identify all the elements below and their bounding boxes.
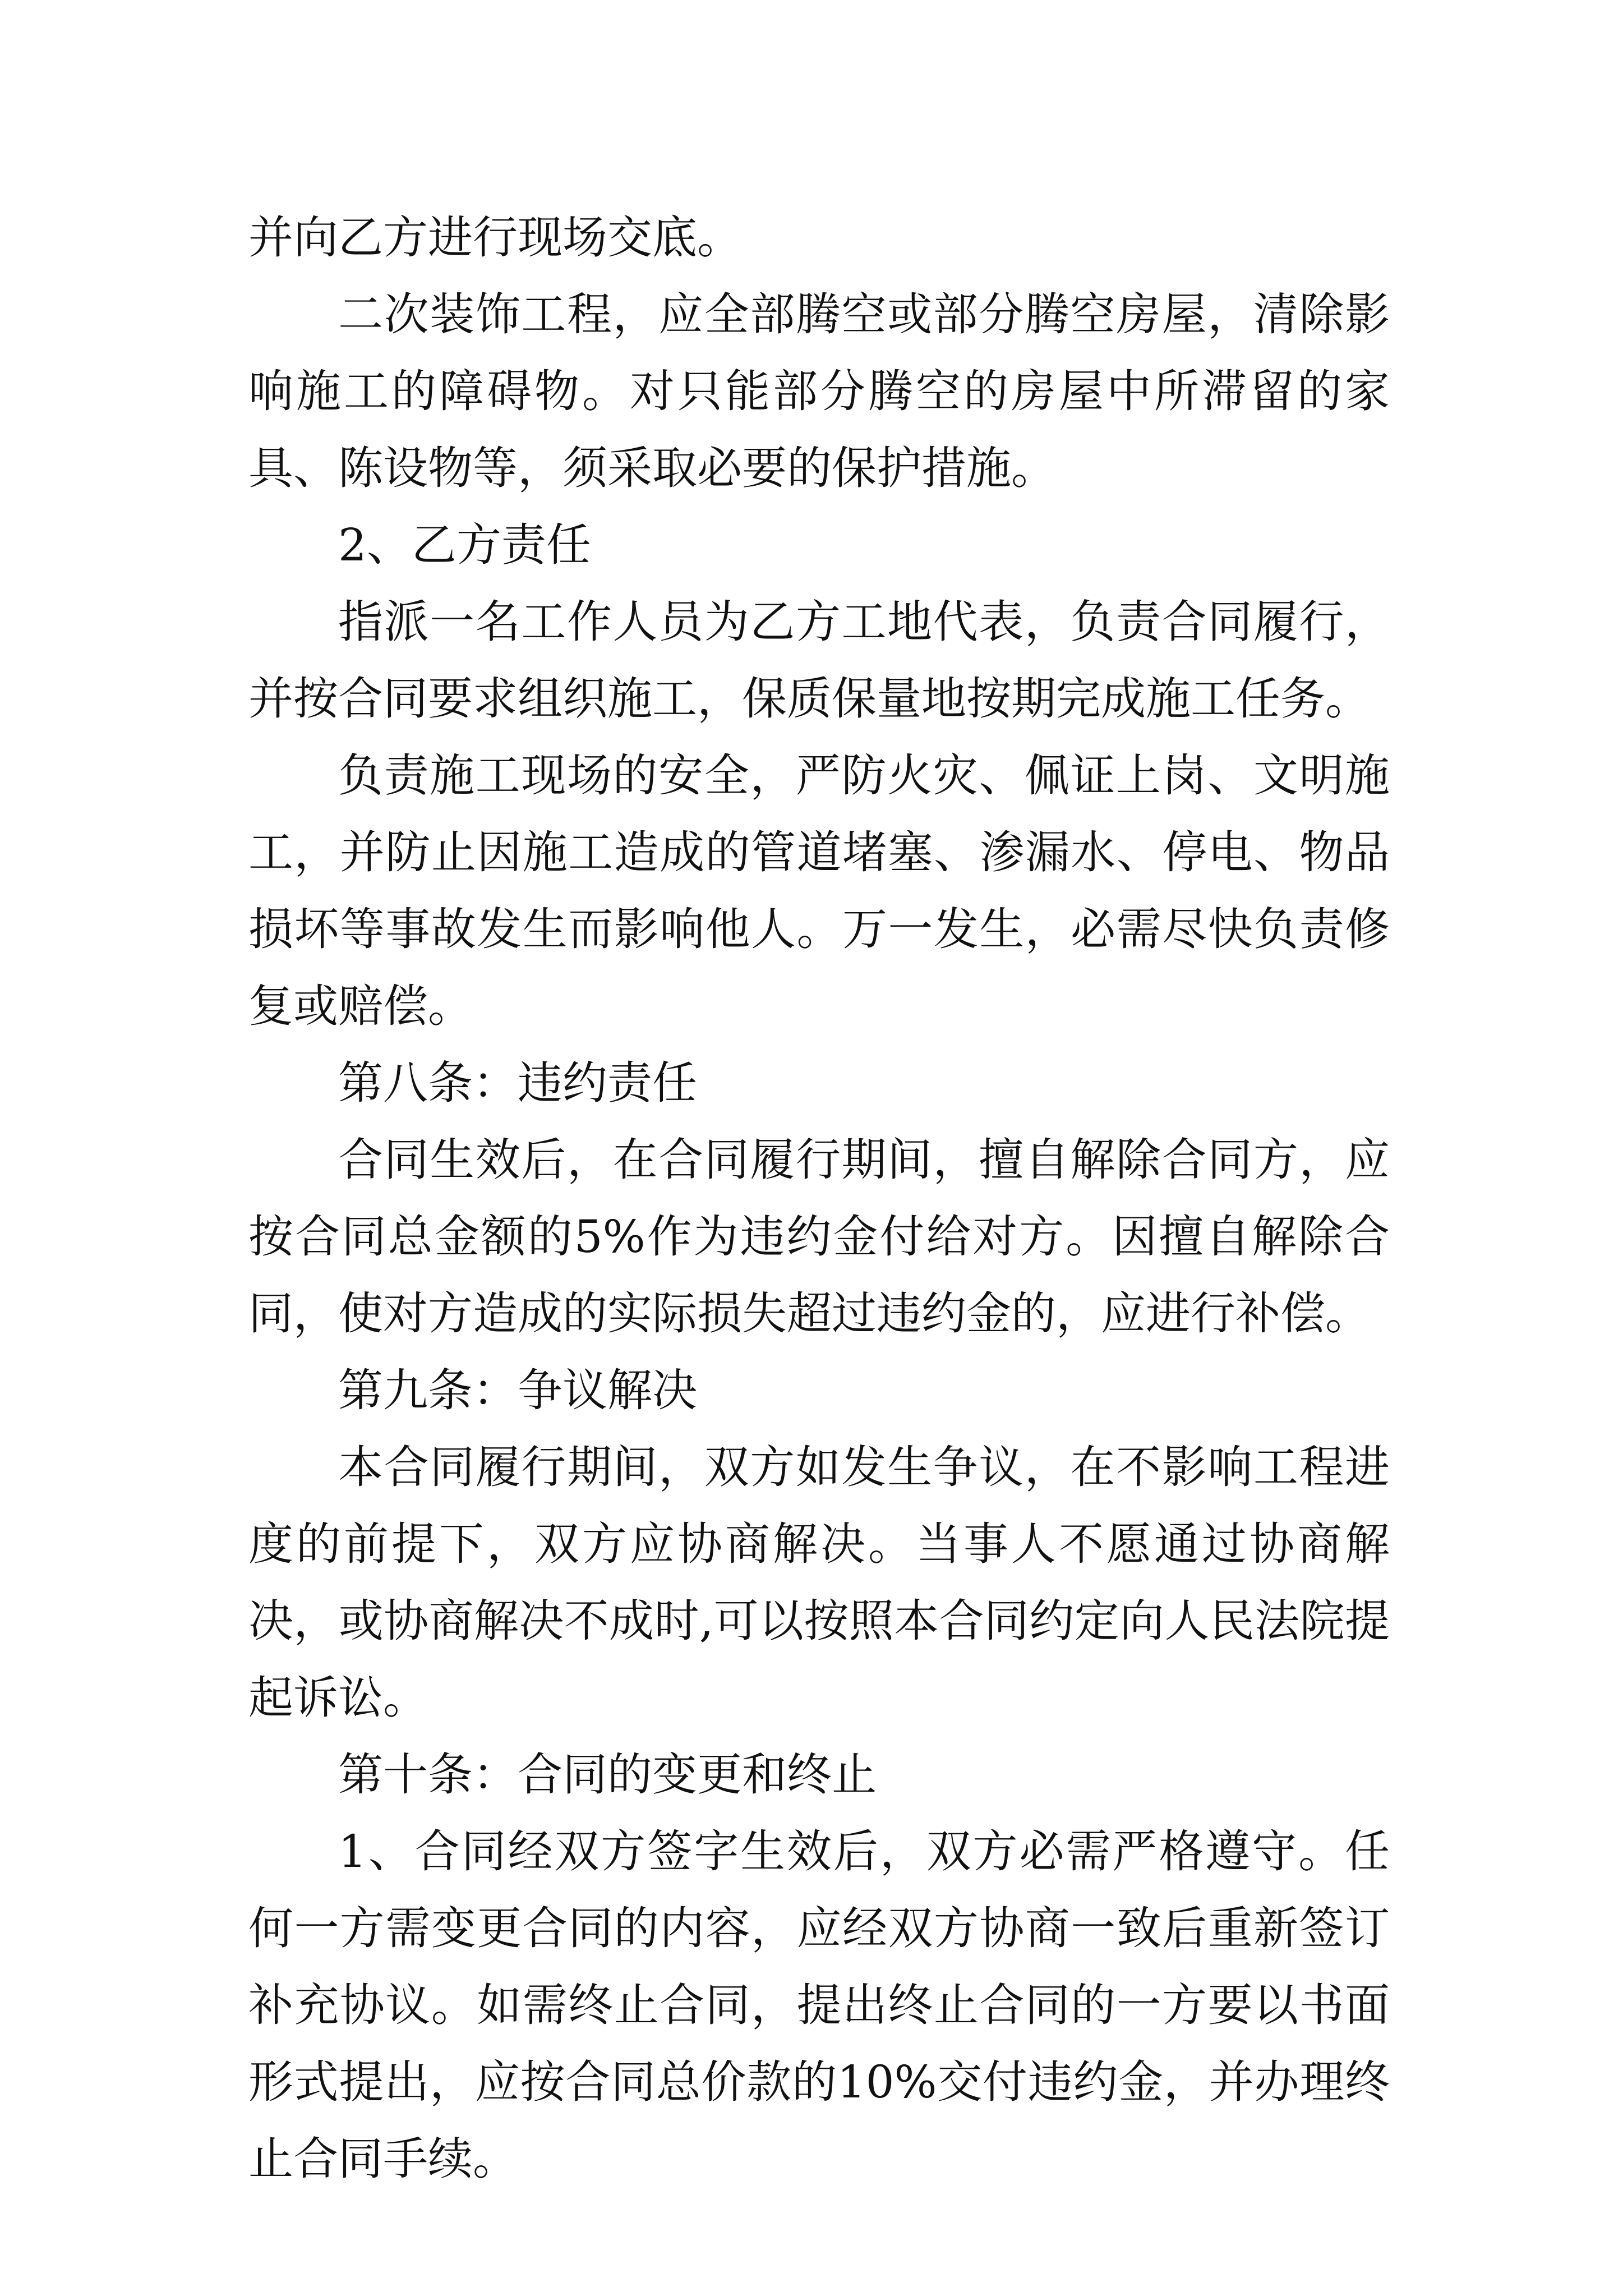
paragraph-dispute-resolution: 本合同履行期间，双方如发生争议，在不影响工程进度的前提下，双方应协商解决。当事人不愿通过协商解决，或协商解决不成时,可以按照本合同约定向人民法院提起诉讼。 bbox=[248, 1441, 1390, 1724]
heading-article-8: 第八条：违约责任 bbox=[338, 1057, 697, 1109]
paragraph-site-representative: 指派一名工作人员为乙方工地代表，负责合同履行，并按合同要求组织施工，保质保量地按期完成施工任务。 bbox=[248, 596, 1390, 725]
heading-article-10: 第十条：合同的变更和终止 bbox=[338, 1749, 877, 1801]
heading-party-b-responsibility: 2、乙方责任 bbox=[338, 519, 591, 571]
paragraph-breach-liability: 合同生效后，在合同履行期间，擅自解除合同方，应按合同总金额的5%作为违约金付给对方。因擅自解除合同，使对方造成的实际损失超过违约金的，应进行补偿。 bbox=[248, 1134, 1390, 1340]
paragraph-contract-change: 1、合同经双方签字生效后，双方必需严格遵守。任何一方需变更合同的内容，应经双方协商一致后重新签订补充协议。如需终止合同，提出终止合同的一方要以书面形式提出，应按合同总价款的10%交付违约金，并办理终止合同手续。 bbox=[248, 1825, 1390, 2185]
paragraph-renovation-clearing: 二次装饰工程，应全部腾空或部分腾空房屋，清除影响施工的障碍物。对只能部分腾空的房屋中所滞留的家具、陈设物等，须采取必要的保护措施。 bbox=[248, 288, 1390, 494]
document-body bbox=[248, 199, 1390, 2197]
paragraph-continuation: 并向乙方进行现场交底。 bbox=[248, 211, 742, 264]
heading-article-9: 第九条：争议解决 bbox=[338, 1364, 697, 1416]
paragraph-site-safety: 负责施工现场的安全，严防火灾、佩证上岗、文明施工，并防止因施工造成的管道堵塞、渗漏水、停电、物品损坏等事故发生而影响他人。万一发生，必需尽快负责修复或赔偿。 bbox=[248, 749, 1390, 1032]
